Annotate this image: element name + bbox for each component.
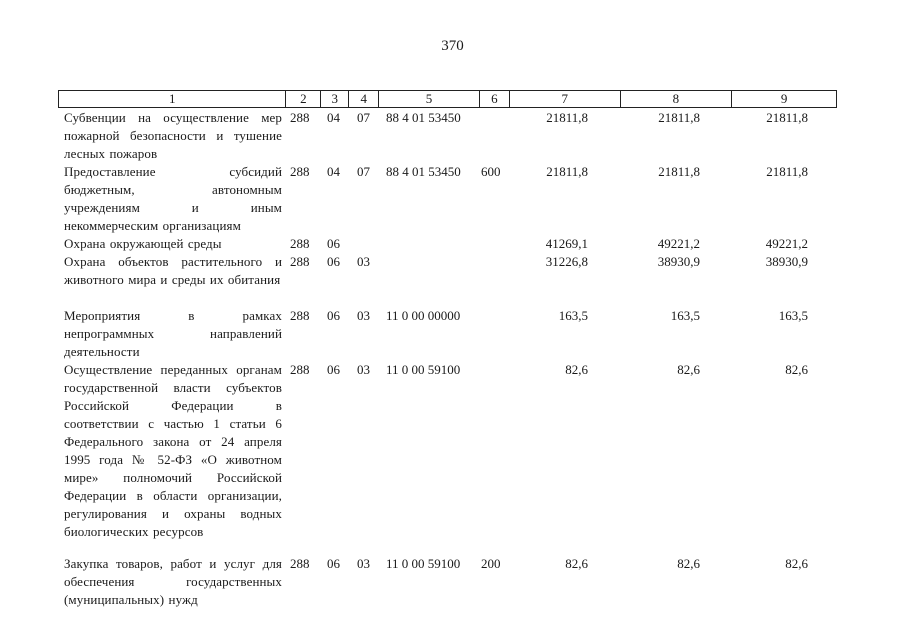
row-col-7: 31226,8 [545,254,588,269]
row-col-5: 88 4 01 53450 [386,164,461,179]
header-col-7: 7 [510,91,621,107]
row-col-8: 163,5 [670,308,700,323]
header-col-2: 2 [286,91,321,107]
row-col-8: 21811,8 [658,164,700,179]
row-col-2: 288 [290,110,310,125]
row-col-3: 06 [327,556,340,571]
row-col-3: 06 [327,362,340,377]
row-col-8: 49221,2 [657,236,700,251]
row-col-7: 82,6 [565,362,588,377]
header-col-6: 6 [480,91,510,107]
row-col-3: 06 [327,236,340,251]
header-col-1: 1 [59,91,286,107]
row-description: Охрана объектов растительного и животного мира и среды их обитания [64,254,282,287]
row-col-5: 11 0 00 00000 [386,308,461,323]
page-number: 370 [441,38,464,54]
table-header [58,90,837,108]
row-col-7: 21811,8 [546,110,588,125]
row-col-8: 38930,9 [657,254,700,269]
header-col-9: 9 [780,91,788,106]
row-col-9: 21811,8 [766,164,808,179]
row-col-8: 82,6 [677,556,700,571]
row-col-7: 163,5 [558,308,588,323]
row-col-9: 82,6 [785,362,808,377]
row-col-7: 82,6 [565,556,588,571]
row-col-3: 04 [327,110,340,125]
row-description: Мероприятия в рамках непрограммных направлений деятельности [64,308,282,359]
row-col-7: 21811,8 [546,164,588,179]
row-col-2: 288 [290,164,310,179]
row-col-5: 11 0 00 59100 [386,362,461,377]
row-col-2: 288 [290,236,310,251]
row-description: Закупка товаров, работ и услуг для обеспечения государственных (муниципальных) нужд [64,556,282,607]
row-col-4: 03 [357,556,370,571]
row-col-4: 03 [357,362,370,377]
row-col-4: 07 [357,164,370,179]
header-col-3: 3 [321,91,349,107]
row-description: Охрана окружающей среды [64,236,222,251]
row-col-7: 41269,1 [545,236,588,251]
row-col-2: 288 [290,362,310,377]
row-col-6: 200 [481,556,501,571]
row-col-9: 163,5 [778,308,808,323]
row-description: Предоставление субсидий бюджетным, автономным учреждениям и иным некоммерческим организациям [64,164,282,233]
row-col-4: 07 [357,110,370,125]
row-col-3: 06 [327,308,340,323]
row-col-8: 82,6 [677,362,700,377]
row-col-9: 82,6 [785,556,808,571]
row-col-3: 04 [327,164,340,179]
row-col-2: 288 [290,308,310,323]
header-col-8: 8 [621,91,733,107]
row-description: Субвенции на осуществление мер пожарной безопасности и тушение лесных пожаров [64,110,282,161]
row-col-8: 21811,8 [658,110,700,125]
row-col-4: 03 [357,308,370,323]
row-col-6: 600 [481,164,501,179]
row-description: Осуществление переданных органам государственной власти субъектов Российской Федерации в соответствии с частью 1 статьи 6 Федерального закона от 24 апреля 1995 года № 52-ФЗ «О животном мире» полномочий Российской Федерации в области организации, регулирования и охраны водных биологических ресурсов [64,362,282,539]
row-col-2: 288 [290,556,310,571]
header-col-4: 4 [349,91,379,107]
row-col-9: 49221,2 [765,236,808,251]
row-col-9: 21811,8 [766,110,808,125]
row-col-5: 88 4 01 53450 [386,110,461,125]
row-col-3: 06 [327,254,340,269]
row-col-4: 03 [357,254,370,269]
row-col-9: 38930,9 [765,254,808,269]
header-col-5: 5 [379,91,480,107]
row-col-2: 288 [290,254,310,269]
row-col-5: 11 0 00 59100 [386,556,461,571]
